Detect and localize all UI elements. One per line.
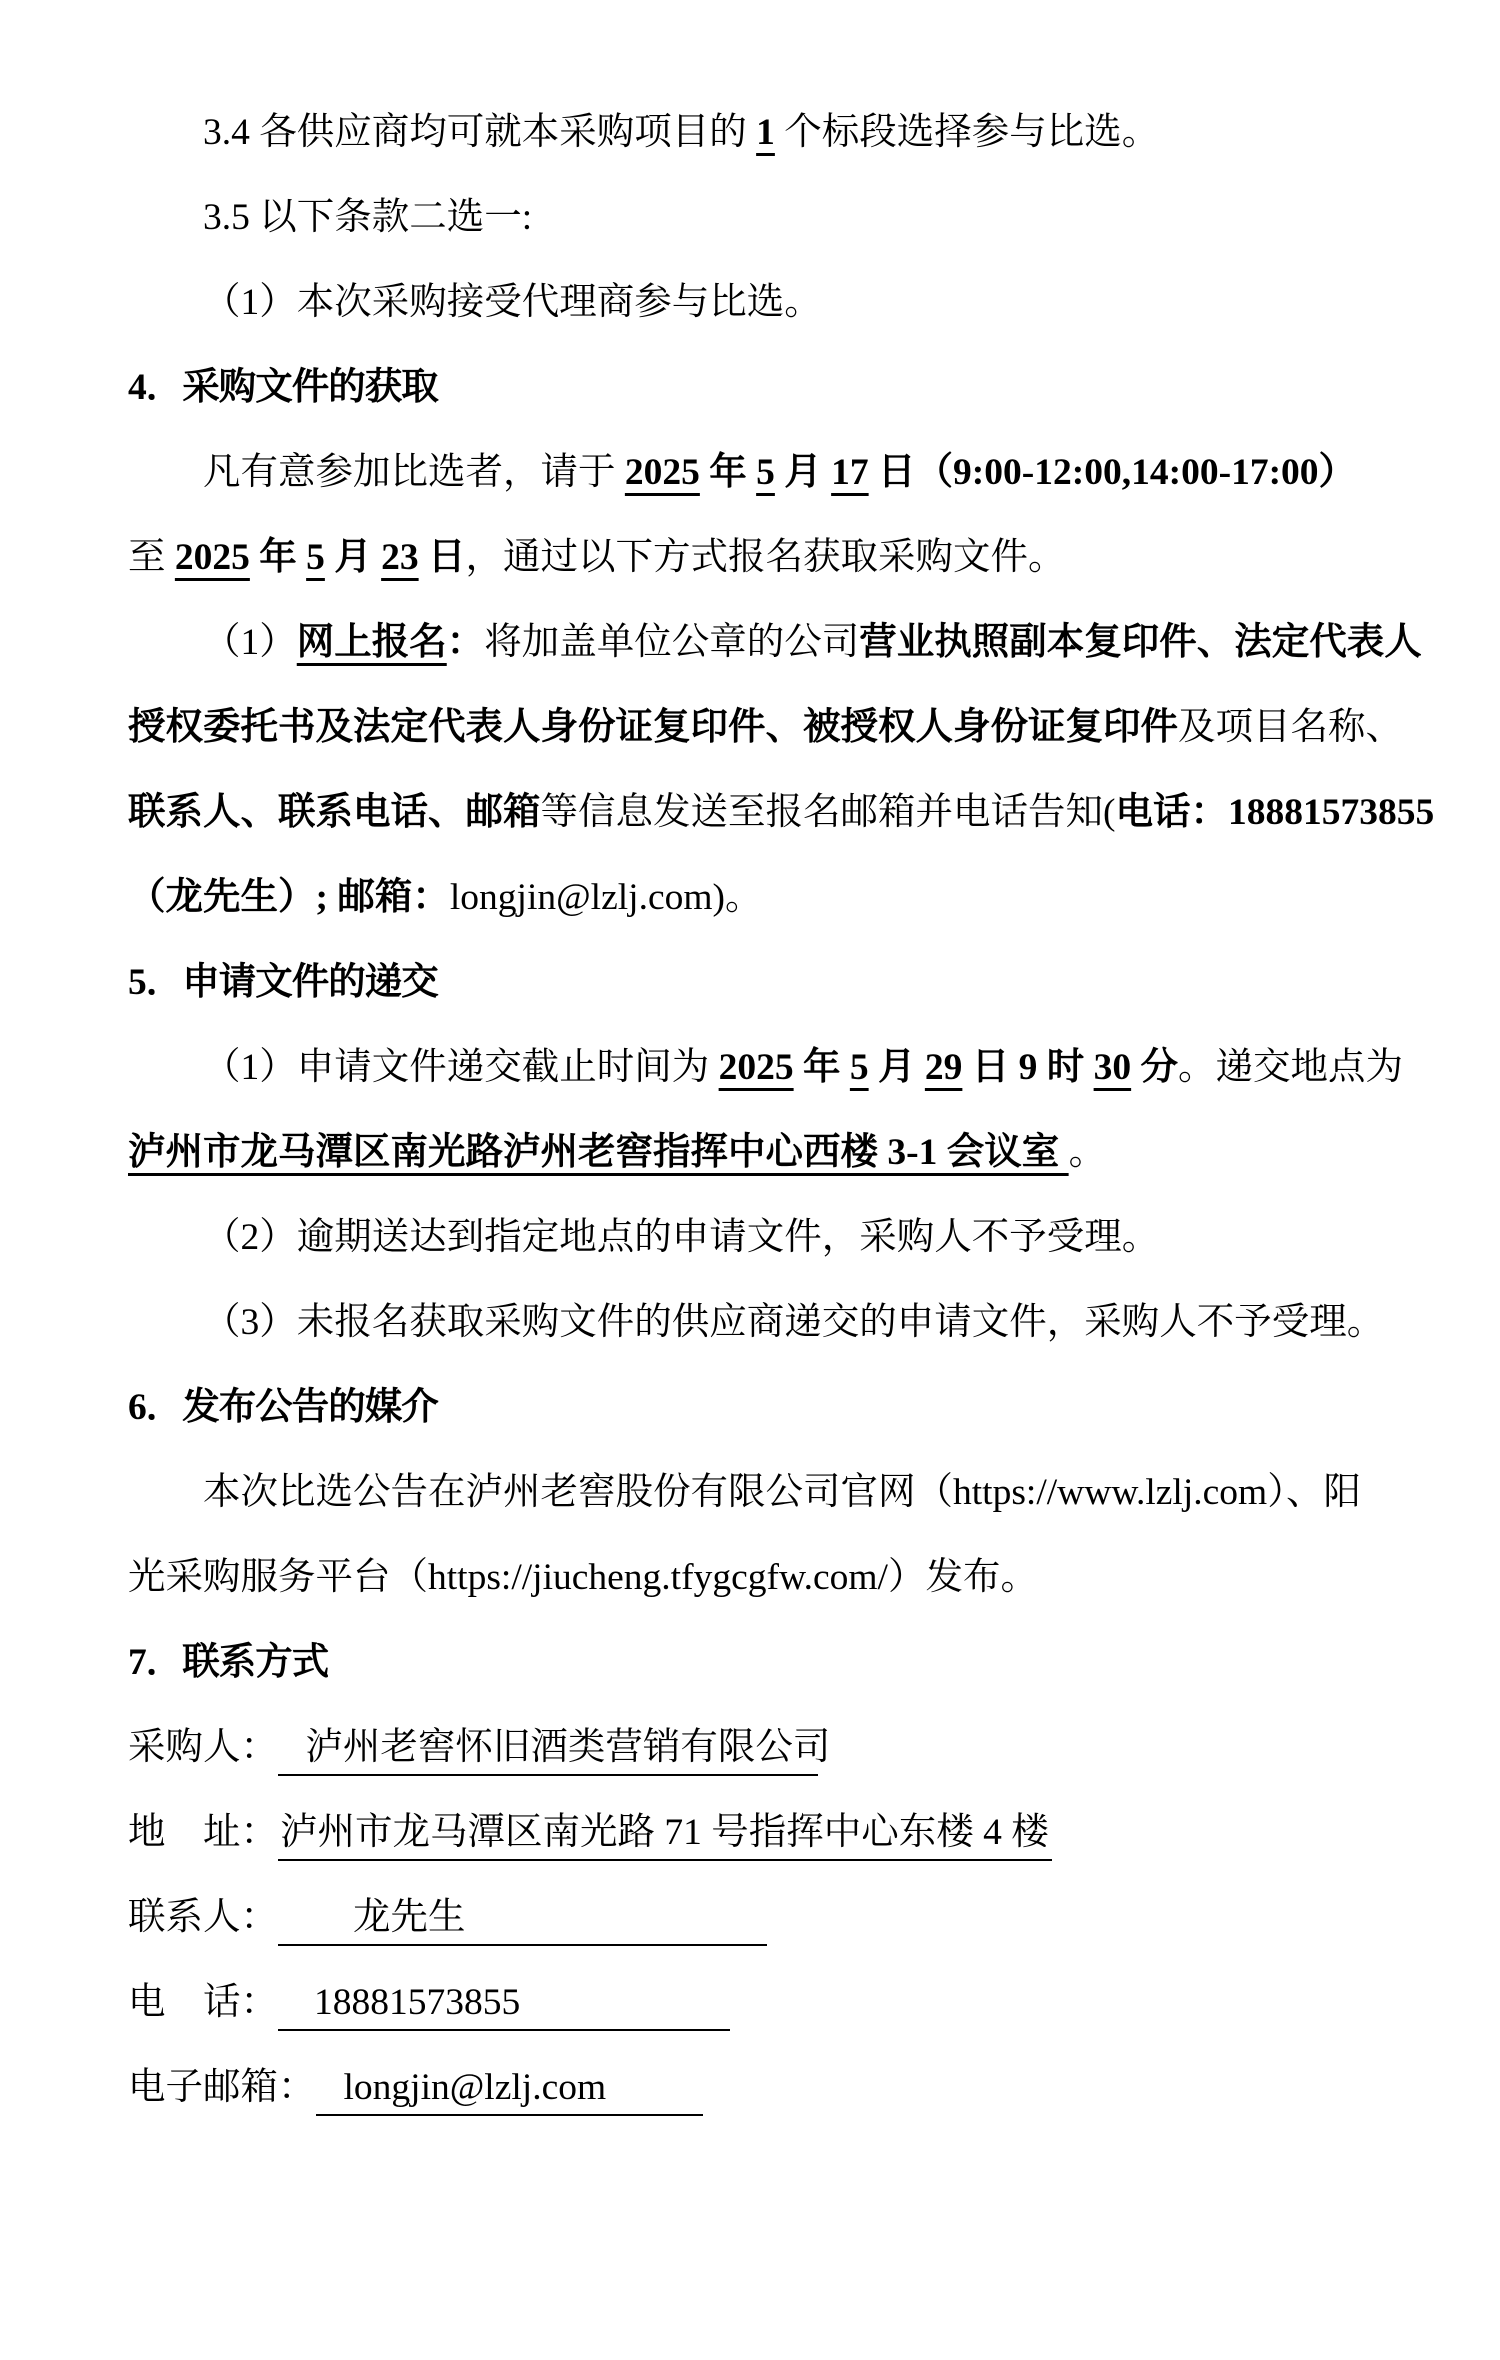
section-4-para-line-1-seg-4: 月 [774, 452, 832, 493]
section-4-item-1-line-3-seg-0: 联系人、联系电话、邮箱 [128, 792, 541, 833]
section-4-item-1-line-2-seg-1: 及项目名称、 [1178, 707, 1403, 748]
phone-row [128, 1960, 1428, 2045]
section-4-para-line-2-seg-7: ，通过以下方式报名获取采购文件。 [465, 537, 1066, 578]
clause-3-4-seg-1: 1 [756, 112, 775, 153]
section-5-item-1-line-1-seg-8: 分 [1131, 1047, 1178, 1088]
section-5-item-2 [128, 1195, 1428, 1280]
section-4-para-line-1-seg-3: 5 [756, 452, 775, 493]
clause-3-5-option-1-seg-0: （1）本次采购接受代理商参与比选。 [203, 282, 822, 323]
section-7-heading [128, 1620, 1428, 1705]
section-4-item-1-line-1-seg-0: （1） [203, 622, 297, 663]
section-4-item-1-line-1-seg-2: ： [446, 622, 485, 663]
section-5-item-1-line-1-seg-2: 年 [793, 1047, 850, 1088]
document-text-column [128, 90, 1435, 2130]
section-4-item-1-line-4 [128, 855, 1428, 940]
section-4-item-1-line-3 [128, 770, 1435, 855]
section-5-item-1-line-1-seg-9: 。递交地点为 [1178, 1047, 1403, 1088]
section-6-para-line-2 [128, 1535, 1428, 1620]
section-5-item-1-line-1-seg-4: 月 [868, 1047, 925, 1088]
clause-3-5-option-1 [128, 260, 1428, 345]
section-4-para-line-1 [128, 430, 1428, 515]
section-5-item-2-seg-0: （2）逾期送达到指定地点的申请文件，采购人不予受理。 [203, 1217, 1160, 1258]
section-4-item-1-line-4-seg-1: longjin@lzlj.com)。 [449, 877, 763, 918]
section-4-para-line-1-seg-2: 年 [699, 452, 757, 493]
section-4-item-1-line-2-seg-0: 授权委托书及法定代表人身份证复印件、被授权人身份证复印件 [128, 707, 1178, 748]
section-4-para-line-2-seg-2: 年 [249, 537, 307, 578]
phone-row-seg-0: 电 话： [128, 1982, 278, 2023]
contact-person-row-value: 龙先生 [278, 1892, 767, 1946]
section-4-para-line-1-seg-5: 17 [831, 452, 869, 493]
section-5-item-3 [128, 1280, 1428, 1365]
section-5-item-1-line-2-seg-1: 。 [1068, 1132, 1107, 1173]
address-row-value: 泸州市龙马潭区南光路 71 号指挥中心东楼 4 楼 [278, 1807, 1052, 1861]
section-4-para-line-2-seg-5: 23 [381, 537, 419, 578]
section-4-item-1-line-3-seg-1: 等信息发送至报名邮箱并电话告知( [540, 792, 1116, 833]
section-4-heading-seg-0: 4．采购文件的获取 [128, 367, 438, 408]
section-5-item-1-line-1-seg-7: 30 [1093, 1047, 1132, 1088]
section-4-para-line-1-seg-1: 2025 [624, 452, 700, 493]
section-4-para-line-2-seg-4: 月 [324, 537, 382, 578]
section-4-item-1-line-2 [128, 685, 1428, 770]
email-row-value: longjin@lzlj.com [316, 2062, 703, 2116]
email-row-label: 电子邮箱： [128, 2067, 316, 2108]
section-5-heading-seg-0: 5．申请文件的递交 [128, 962, 438, 1003]
clause-3-4 [128, 90, 1428, 175]
section-7-heading-seg-0: 7．联系方式 [128, 1642, 329, 1683]
section-5-item-1-line-2-seg-0: 泸州市龙马潭区南光路泸州老窖指挥中心西楼 3-1 会议室 [128, 1132, 1069, 1173]
section-5-item-1-line-1 [128, 1025, 1428, 1110]
address-row-seg-0: 地 址： [128, 1812, 278, 1853]
section-4-item-1-line-4-seg-0: （龙先生）; 邮箱： [128, 877, 450, 918]
section-6-heading-seg-0: 6．发布公告的媒介 [128, 1387, 438, 1428]
section-6-para-line-2-seg-0: 光采购服务平台（https://jiucheng.tfygcgfw.com/）发布。 [128, 1557, 1038, 1598]
section-5-item-1-line-1-seg-0: （1）申请文件递交截止时间为 [203, 1047, 719, 1088]
address-row [128, 1790, 1428, 1875]
section-5-item-3-seg-0: （3）未报名获取采购文件的供应商递交的申请文件，采购人不予受理。 [203, 1302, 1385, 1343]
phone-row-value: 18881573855 [278, 1977, 730, 2031]
section-4-para-line-1-seg-0: 凡有意参加比选者，请于 [203, 452, 625, 493]
section-4-para-line-2 [128, 515, 1428, 600]
section-6-heading [128, 1365, 1428, 1450]
clause-3-4-seg-0: 3.4 各供应商均可就本采购项目的 [203, 112, 757, 153]
section-5-item-1-line-1-seg-5: 29 [924, 1047, 963, 1088]
section-5-item-1-line-1-seg-1: 2025 [718, 1047, 794, 1088]
section-4-item-1-line-1-seg-1: 网上报名 [296, 622, 447, 663]
section-4-item-1-line-1-seg-3: 将加盖单位公章的公司 [484, 622, 860, 663]
section-4-para-line-2-seg-6: 日 [418, 537, 466, 578]
section-5-item-1-line-1-seg-6: 日 9 时 [962, 1047, 1094, 1088]
section-6-para-line-1-seg-0: 本次比选公告在泸州老窖股份有限公司官网（https://www.lzlj.com）、阳 [203, 1472, 1361, 1513]
section-4-item-1-line-1-seg-4: 营业执照副本复印件、法定代表人 [859, 622, 1422, 663]
section-4-para-line-2-seg-1: 2025 [174, 537, 250, 578]
section-4-para-line-1-seg-6: 日（9:00-12:00,14:00-17:00） [868, 452, 1357, 493]
clause-3-5 [128, 175, 1428, 260]
section-5-item-1-line-1-seg-3: 5 [849, 1047, 869, 1088]
section-5-item-1-line-2 [128, 1110, 1428, 1195]
section-4-item-1-line-3-seg-2: 电话：18881573855 [1115, 792, 1435, 833]
section-4-para-line-2-seg-3: 5 [306, 537, 325, 578]
clause-3-5-seg-0: 3.5 以下条款二选一: [203, 197, 533, 238]
purchaser-row [128, 1705, 1428, 1790]
purchaser-row-seg-0: 采购人： [128, 1727, 278, 1768]
section-4-para-line-2-seg-0: 至 [128, 537, 175, 578]
email-row [128, 2045, 1428, 2130]
contact-person-row-seg-0: 联系人： [128, 1897, 278, 1938]
purchaser-row-value: 泸州老窖怀旧酒类营销有限公司 [278, 1722, 818, 1776]
section-6-para-line-1 [128, 1450, 1428, 1535]
section-4-heading [128, 345, 1428, 430]
contact-person-row [128, 1875, 1428, 1960]
section-4-item-1-line-1 [128, 600, 1428, 685]
section-5-heading [128, 940, 1428, 1025]
clause-3-4-seg-2: 个标段选择参与比选。 [774, 112, 1160, 153]
